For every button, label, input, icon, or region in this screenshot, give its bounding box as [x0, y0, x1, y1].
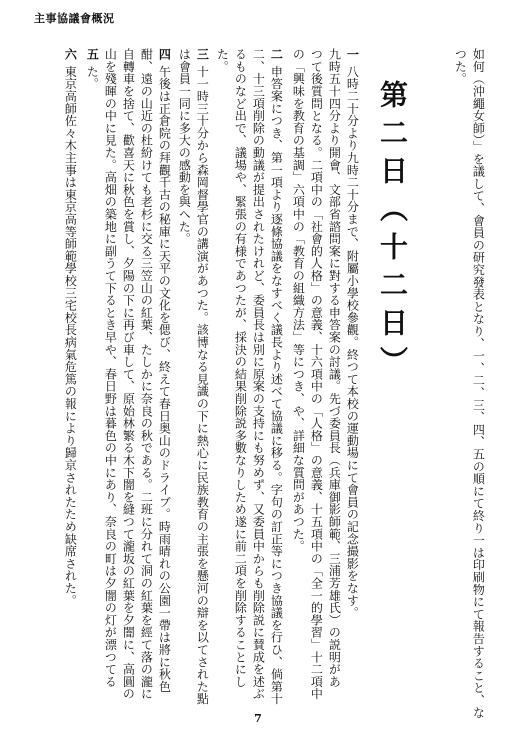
- item-5-number: 五: [85, 48, 100, 61]
- item-1-line-4: の「興味を教育の基調」六項中の「教育の組織方法」等につき、や、詳細な質問があつた。: [291, 48, 306, 553]
- item-4-line-4: 山を殘暉の中に見た。高畑の築地に副うて下るとき早や、春日野は暮色の中にあり、奈良の町は夕闇の灯が漂つてる: [103, 48, 118, 688]
- item-5-text: た。: [85, 65, 100, 90]
- item-1-text: 八時二十分より九時二十分まで、附屬小學校參觀。終つて本校の運動場にて會員の記念撮影をなす。: [345, 65, 360, 619]
- item-6-line-1: [62, 48, 78, 638]
- item-2-line-3: るものなど出で、議場や、緊張の有様であつたが、採決の結果削除説多數なりしため遂に前二項を削除することにし: [233, 48, 248, 688]
- section-heading: 第二日（十二日）: [376, 80, 409, 384]
- item-1-number: 一: [345, 48, 360, 61]
- item-2-text: 申答案につき、第一項より逐條協議をなすべく議長より述べて協議に移る。字句の訂正等につき協議を行ひ、倘第十: [269, 65, 284, 705]
- item-4-line-1: [156, 48, 172, 693]
- intro-line-2: つた。: [453, 48, 468, 85]
- item-3-text: 十一時三十分から森岡督學官の講演があつた。該博なる見識の下に熱心に民族教育の主張を懸河の辯を以てされた點: [195, 65, 210, 705]
- item-4-number: 四: [157, 48, 172, 61]
- item-2-line-4: た。: [215, 48, 230, 73]
- item-2-line-1: [268, 48, 284, 705]
- running-head: 主事協議會概況: [34, 12, 115, 25]
- item-2-line-2: 二、十三項削除の動議が提出されたけれど、委員長は別に原案の支持にも努めず、又委員中からも削除説に賛成を述ぶ: [251, 48, 266, 700]
- page-number: 7: [254, 712, 262, 725]
- item-6-number: 六: [63, 48, 78, 61]
- item-6-text: 東京高師佐々木主事は東京高等師範學校三宅校長病氣危篤の報により歸京されたため缺席された。: [63, 65, 78, 607]
- item-1-line-3: つて後質問となる。二項中の「社會的人格」の意義、十六項中の「人格」の意義、十五項中の「全一的學習」十二項中: [309, 48, 324, 700]
- intro-line-1: 如何（沖繩女師）」を議して、會員の研究發表となり、一、二、三、四、五の順にて終り一は印刷物にて報告すること、な: [471, 48, 486, 719]
- item-5-line-1: [84, 48, 100, 638]
- item-4-text: 午後は正倉院の拜觀千古の秘庫に天平の文化を偲び、終えて春日奥山のドライブ。時雨晴れの公園一帶は將に秋色: [157, 65, 172, 693]
- item-1-line-2: 九時五十四分より開會、文部省諮問案に對する申答案の討議。先づ委員長（兵庫御影師範、三浦芳雄氏）の説明があ: [327, 48, 342, 688]
- item-4-line-3: 自轉車を捨て、歡喜天に秋色を賞し、夕陽の下に再び車して、原始林繁る木下闇を縫つて瀧坂の紅葉を夕闇に、高圓の: [121, 48, 136, 700]
- item-2-number: 二: [269, 48, 284, 61]
- item-4-line-2: 酣、遠の山近の杜紛けても老杉に交る三笠山の紅葉、たしかに奈良の秋である。二班に分れて洞の紅葉を經て落の瀧に: [139, 48, 154, 700]
- item-3-line-2: は會員一同に多大の感動を與へた。: [177, 48, 192, 245]
- item-1-line-1: [344, 48, 360, 638]
- item-3-number: 三: [195, 48, 210, 61]
- item-3-line-1: [194, 48, 210, 705]
